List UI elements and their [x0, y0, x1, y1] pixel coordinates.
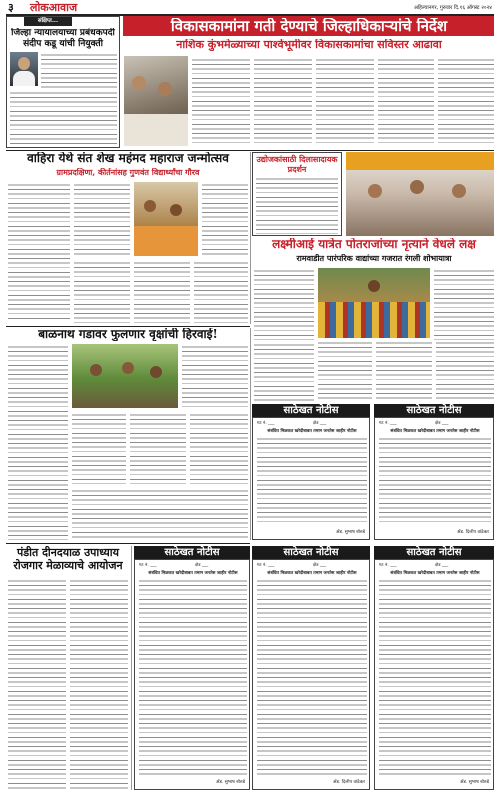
- photo-saffron-cloth: [134, 226, 198, 256]
- notice-card: [374, 417, 494, 540]
- notice-title-bar: साठेखत नोटीस: [252, 404, 370, 417]
- notice-card: [134, 559, 250, 790]
- yatra-headline: लक्ष्मीआई यात्रेत पोतराजांच्या नृत्याने वेधले लक्ष: [272, 238, 476, 251]
- tree-photo: [72, 344, 178, 408]
- notice-signer: ॲड. सुभाष बोरुडे: [460, 780, 489, 785]
- tree-body-lower-2: [130, 412, 186, 484]
- notice-body: [379, 578, 491, 776]
- notice-signer: ॲड. दिलीप वांढेकर: [457, 530, 489, 535]
- notice-title-bar: साठेखत नोटीस: [374, 404, 494, 417]
- yatra-body-lower-1: [318, 340, 372, 402]
- photo-guest-3: [452, 184, 466, 198]
- notice-body: [257, 578, 367, 776]
- notice-title-bar: साठेखत नोटीस: [134, 546, 250, 559]
- column-divider-job: [131, 546, 132, 790]
- notice-body: [139, 578, 247, 776]
- photo-guest-1: [368, 184, 382, 198]
- notice-signer: ॲड. दिलीप वांढेकर: [333, 780, 365, 785]
- notice-field-plot: गट नं. ___: [257, 421, 275, 426]
- expo-headline: उद्योजकांसाठी दिलासादायक प्रदर्शन: [256, 154, 338, 174]
- brief-headline: जिल्हा न्यायालयाच्या प्रबंधकपदी संदीप कडू यांची नियुक्ती: [11, 28, 115, 49]
- yatra-photo: [318, 268, 430, 338]
- notice-card: [374, 559, 494, 790]
- notice-subtitle: संबंधित मिळकत खरेदीबाबत तमाम जनतेस जाहीर नोटीस: [148, 571, 238, 576]
- notice-field-plot: गट नं. ___: [139, 563, 157, 568]
- notice-card: [252, 417, 370, 540]
- yatra-subheadline: रामवाडीत पारंपरिक वाद्यांच्या गजरात रंगली शोभायात्रा: [296, 254, 452, 263]
- kirtan-headline: वाहिरा येथे संत शेख महंमद महाराज जन्मोत्सव: [27, 152, 229, 165]
- main-body-col-2: [254, 57, 312, 147]
- notice-signer: ॲड. सुभाष बोरुडे: [336, 530, 365, 535]
- main-body-col-4: [378, 57, 434, 147]
- brief-body: [10, 90, 117, 145]
- kirtan-body-col-1: [8, 182, 70, 322]
- brief-portrait: [10, 52, 38, 86]
- photo-person-1: [132, 76, 146, 90]
- portrait-body: [13, 71, 35, 86]
- yatra-body-lower-2: [376, 340, 432, 402]
- notice-field-plot: गट नं. ___: [379, 421, 397, 426]
- photo-banner: [346, 152, 494, 170]
- job-body-col-1: [8, 578, 66, 790]
- photo-devotee-1: [144, 200, 156, 212]
- job-body-col-2: [70, 578, 128, 790]
- tree-headline: बाळनाथ गडावर फुलणार वृक्षांची हिरवाई!: [38, 328, 218, 341]
- notice-field-area: क्षेत्र ___: [195, 563, 209, 568]
- notice-field-area: क्षेत्र ___: [313, 563, 327, 568]
- yatra-body-col-1: [254, 268, 314, 340]
- notice-card: [252, 559, 370, 790]
- section-rule-1: [6, 150, 494, 151]
- brief-tag: संक्षिप्त...: [24, 17, 72, 26]
- yatra-body-col-1b: [254, 342, 314, 402]
- kirtan-body-lower-1: [74, 260, 130, 324]
- tree-body-lower-1: [72, 412, 126, 484]
- photo-guest-2: [410, 180, 424, 194]
- tree-body-col-1: [8, 344, 68, 540]
- notice-field-plot: गट नं. ___: [379, 563, 397, 568]
- brief-body-aside: [41, 52, 117, 90]
- photo-planter-1: [90, 364, 102, 376]
- notice-field-area: क्षेत्र ___: [313, 421, 327, 426]
- newspaper-logo: लोकआवाज: [30, 1, 78, 14]
- tree-body-lower-4: [72, 488, 248, 540]
- notice-body: [257, 436, 367, 526]
- kirtan-body-col-2: [74, 182, 130, 256]
- kirtan-body-lower-2: [134, 260, 190, 324]
- notice-title-bar: साठेखत नोटीस: [374, 546, 494, 559]
- expo-photo: [346, 152, 494, 236]
- notice-subtitle: संबंधित मिळकत खरेदीबाबत तमाम जनतेस जाहीर नोटीस: [267, 571, 357, 576]
- kirtan-body-lower-3: [194, 260, 248, 324]
- tree-body-lower-3: [190, 412, 248, 484]
- notice-title-bar: साठेखत नोटीस: [252, 546, 370, 559]
- main-subheadline: नाशिक कुंभमेळ्याच्या पार्श्वभूमीवर विकासकामांचा सविस्तर आढावा: [176, 39, 442, 51]
- notice-field-plot: गट नं. ___: [257, 563, 275, 568]
- main-body-col-1: [192, 57, 250, 147]
- notice-subtitle: संबंधित मिळकत खरेदीबाबत तमाम जनतेस जाहीर नोटीस: [390, 429, 480, 434]
- photo-planter-3: [150, 366, 162, 378]
- column-divider-lower: [250, 328, 251, 540]
- kirtan-subheadline: ग्रामप्रदक्षिणा, कीर्तनांसह गुणवंत विद्यार्थ्यांचा गौरव: [56, 168, 200, 177]
- notice-field-area: क्षेत्र ___: [435, 563, 449, 568]
- kirtan-body-col-3: [202, 182, 248, 256]
- photo-crowd: [318, 302, 430, 338]
- notice-subtitle: संबंधित मिळकत खरेदीबाबत तमाम जनतेस जाहीर नोटीस: [390, 571, 480, 576]
- column-divider-mid: [250, 152, 251, 324]
- portrait-head: [18, 57, 30, 70]
- dateline: अहिल्यानगर, गुरुवार दि.१६ ऑगस्ट २०२४: [413, 5, 492, 11]
- main-headline: विकासकामांना गती देण्याचे जिल्हाधिकाऱ्यांचे निर्देश: [170, 18, 448, 35]
- photo-planter-2: [122, 362, 134, 374]
- yatra-body-col-2: [434, 268, 494, 340]
- notice-field-area: क्षेत्र ___: [435, 421, 449, 426]
- yatra-body-lower-3: [436, 340, 494, 402]
- notice-body: [379, 436, 491, 526]
- section-rule-3: [6, 543, 250, 544]
- notice-subtitle: संबंधित मिळकत खरेदीबाबत तमाम जनतेस जाहीर नोटीस: [267, 429, 357, 434]
- kirtan-photo: [134, 182, 198, 256]
- expo-body: [256, 176, 338, 234]
- photo-devotee-2: [170, 204, 182, 216]
- main-body-col-3: [316, 57, 374, 147]
- photo-dancer: [368, 280, 380, 292]
- tree-body-col-2: [182, 344, 248, 408]
- photo-person-2: [158, 82, 172, 96]
- photo-table: [124, 114, 188, 146]
- notice-signer: ॲड. सुभाष बोरुडे: [216, 780, 245, 785]
- page-number: ३: [8, 1, 14, 14]
- masthead: [0, 0, 500, 14]
- section-rule-2: [6, 326, 250, 327]
- job-headline: पंडीत दीनदयाळ उपाध्याय रोजगार मेळाव्याचे आयोजन: [13, 546, 123, 572]
- main-body-col-5: [438, 57, 494, 147]
- meeting-photo: [124, 56, 188, 146]
